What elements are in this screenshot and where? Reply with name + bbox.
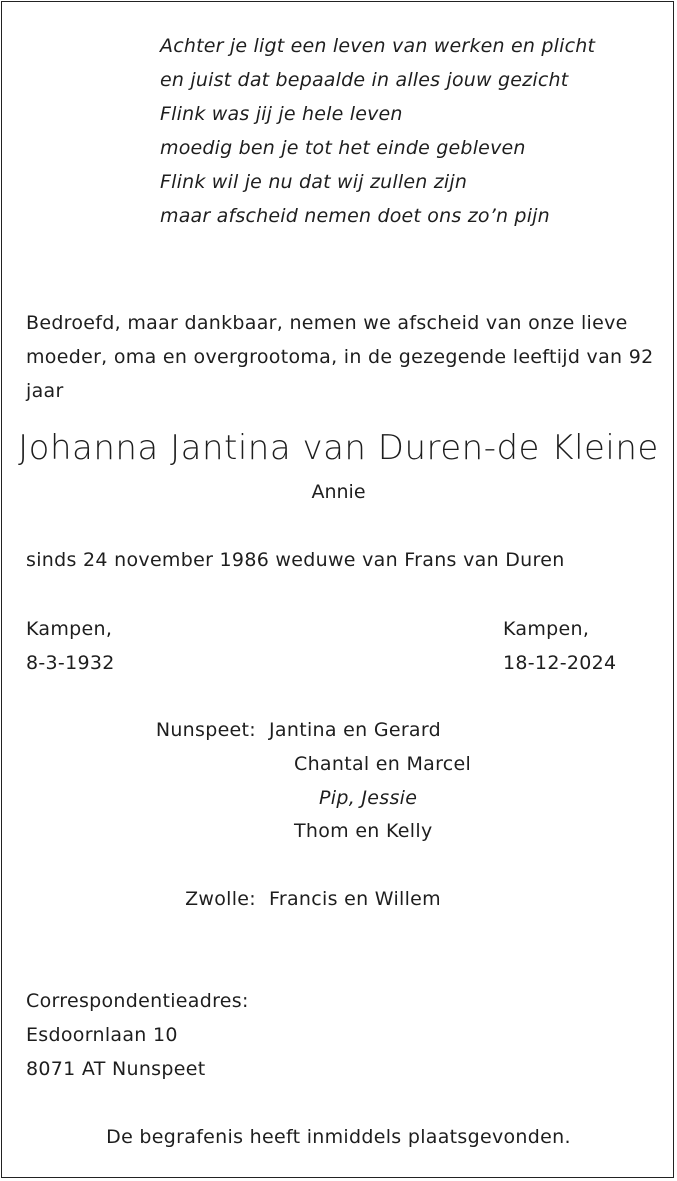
family-grandchildren-2: Thom en Kelly	[294, 820, 433, 842]
poem-line-3: Flink was jij je hele leven	[160, 103, 403, 125]
correspondence-label: Correspondentieadres:	[26, 990, 249, 1012]
birth-date: 8-3-1932	[26, 652, 115, 674]
family-couple-zwolle: Francis en Willem	[269, 888, 441, 910]
family-couple-nunspeet: Jantina en Gerard	[269, 719, 442, 741]
poem-line-6: maar afscheid nemen doet ons zo’n pijn	[160, 205, 550, 227]
widow-line: sinds 24 november 1986 weduwe van Frans van Duren	[26, 549, 565, 571]
poem-line-1: Achter je ligt een leven van werken en plicht	[160, 35, 596, 57]
family-great-grandchildren: Pip, Jessie	[319, 787, 418, 809]
poem-line-2: en juist dat bepaalde in alles jouw gezicht	[160, 69, 569, 91]
deceased-name: Johanna Jantina van Duren-de Kleine	[18, 428, 659, 468]
deceased-nickname: Annie	[311, 481, 366, 503]
correspondence-street: Esdoornlaan 10	[26, 1024, 178, 1046]
funeral-note: De begrafenis heeft inmiddels plaatsgevonden.	[106, 1126, 571, 1148]
intro-text: Bedroefd, maar dankbaar, nemen we afscheid van onze lieve moeder, oma en overgrootoma, in de gezegende leeftijd van 92 jaar	[26, 312, 654, 402]
death-place: Kampen,	[503, 618, 590, 640]
poem-line-4: moedig ben je tot het einde gebleven	[160, 137, 526, 159]
death-date: 18-12-2024	[503, 652, 617, 674]
family-place-nunspeet: Nunspeet:	[155, 719, 256, 741]
birth-place: Kampen,	[26, 618, 113, 640]
family-grandchildren-1: Chantal en Marcel	[294, 753, 472, 775]
family-place-zwolle: Zwolle:	[185, 888, 256, 910]
correspondence-city: 8071 AT Nunspeet	[26, 1058, 206, 1080]
poem-line-5: Flink wil je nu dat wij zullen zijn	[160, 171, 468, 193]
